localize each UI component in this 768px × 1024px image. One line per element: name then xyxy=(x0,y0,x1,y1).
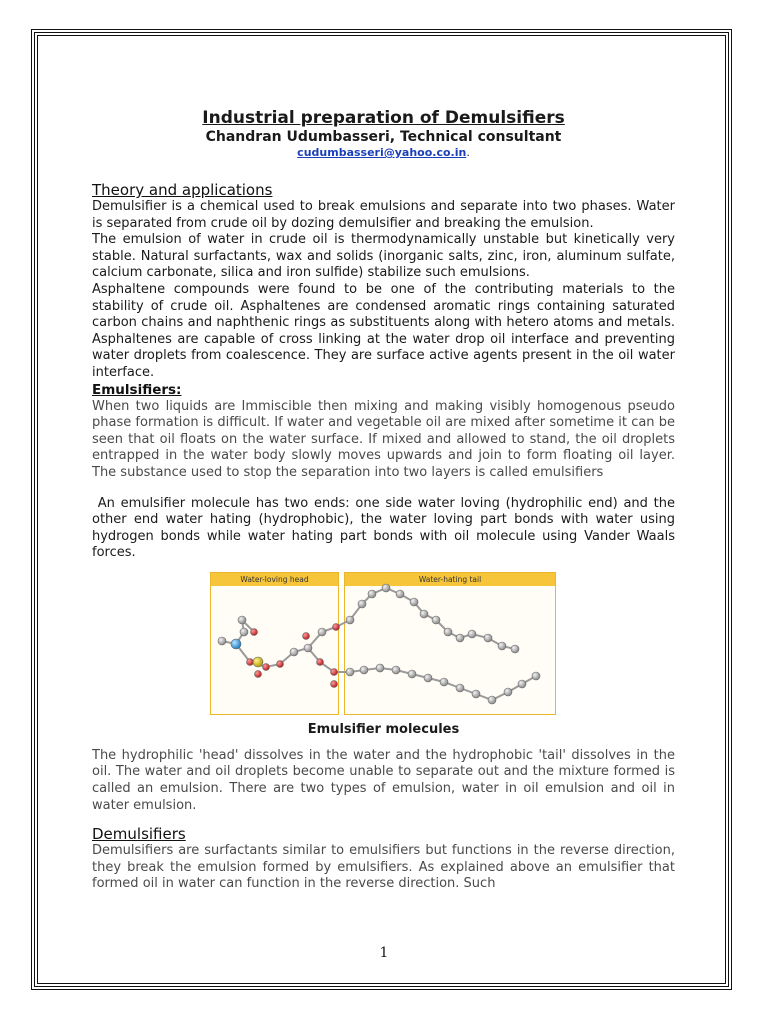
document-title: Industrial preparation of Demulsifiers xyxy=(202,108,565,128)
document-body xyxy=(92,108,680,893)
theory-paragraph-3: Asphaltene compounds were found to be one of the contributing materials to the stability of crude oil. Asphaltenes are condensed aromatic rings containing saturated carbon chains and naphthenic rings as substituents along with hetero atoms and metals. Asphaltenes are capable of cross linking at the water drop oil interface and preventing water droplets from coalescence. They are surface active agents present in the oil water interface. xyxy=(92,281,675,380)
page-number: 1 xyxy=(379,945,389,961)
email-suffix: . xyxy=(466,146,470,159)
email-link[interactable]: cudumbasseri@yahoo.co.in xyxy=(297,146,467,159)
atoms xyxy=(218,584,540,704)
section-heading-theory: Theory and applications xyxy=(92,181,273,199)
molecule-diagram xyxy=(210,572,556,716)
demulsifiers-paragraph-1: Demulsifiers are surfactants similar to emulsifiers but functions in the reverse direction, they break the emulsion formed by emulsifiers. As explained above an emulsifier that formed oil in water can function in the reverse direction. Such xyxy=(92,843,675,892)
figure-label-head: Water-loving head xyxy=(211,573,338,586)
author-line: Chandran Udumbasseri, Technical consultant xyxy=(205,129,562,145)
theory-paragraph-1: Demulsifier is a chemical used to break emulsions and separate into two phases. Water is separated from crude oil by dozing demulsifier and breaking the emulsion. xyxy=(92,199,675,231)
after-figure-paragraph: The hydrophilic 'head' dissolves in the water and the hydrophobic 'tail' dissolves in the oil. The water and oil droplets become unable to separate out and the mixture formed is called an emulsion. There are two types of emulsion, water in oil emulsion and oil in water emulsion. xyxy=(92,747,675,813)
email-line xyxy=(92,146,675,160)
section-heading-demulsifiers: Demulsifiers xyxy=(92,825,186,844)
emulsifier-figure xyxy=(210,572,556,716)
theory-paragraph-2: The emulsion of water in crude oil is thermodynamically unstable but kinetically very stable. Natural surfactants, wax and solids (inorganic salts, zinc, iron, aluminum sulfate, calcium carbonate, silica and iron sulfide) stabilize such emulsions. xyxy=(92,232,675,281)
emulsifiers-paragraph-1: When two liquids are Immiscible then mixing and making visibly homogenous pseudo phase formation is difficult. If water and vegetable oil are mixed after sometime it can be seen that oil floats on the water surface. If mixed and allowed to stand, the oil droplets entrapped in the water body slowly moves upwards and join to form floating oil layer. The substance used to stop the separation into two layers is called emulsifiers xyxy=(92,398,675,480)
emulsifiers-paragraph-2: An emulsifier molecule has two ends: one side water loving (hydrophilic end) and the other end water hating (hydrophobic), the water loving part bonds with water using hydrogen bonds while water hating part bonds with oil molecule using Vander Waals forces. xyxy=(92,495,680,561)
figure-caption: Emulsifier molecules xyxy=(307,721,460,737)
bonds xyxy=(222,588,536,700)
figure-label-tail: Water-hating tail xyxy=(345,573,555,586)
section-heading-emulsifiers: Emulsifiers: xyxy=(92,381,182,398)
